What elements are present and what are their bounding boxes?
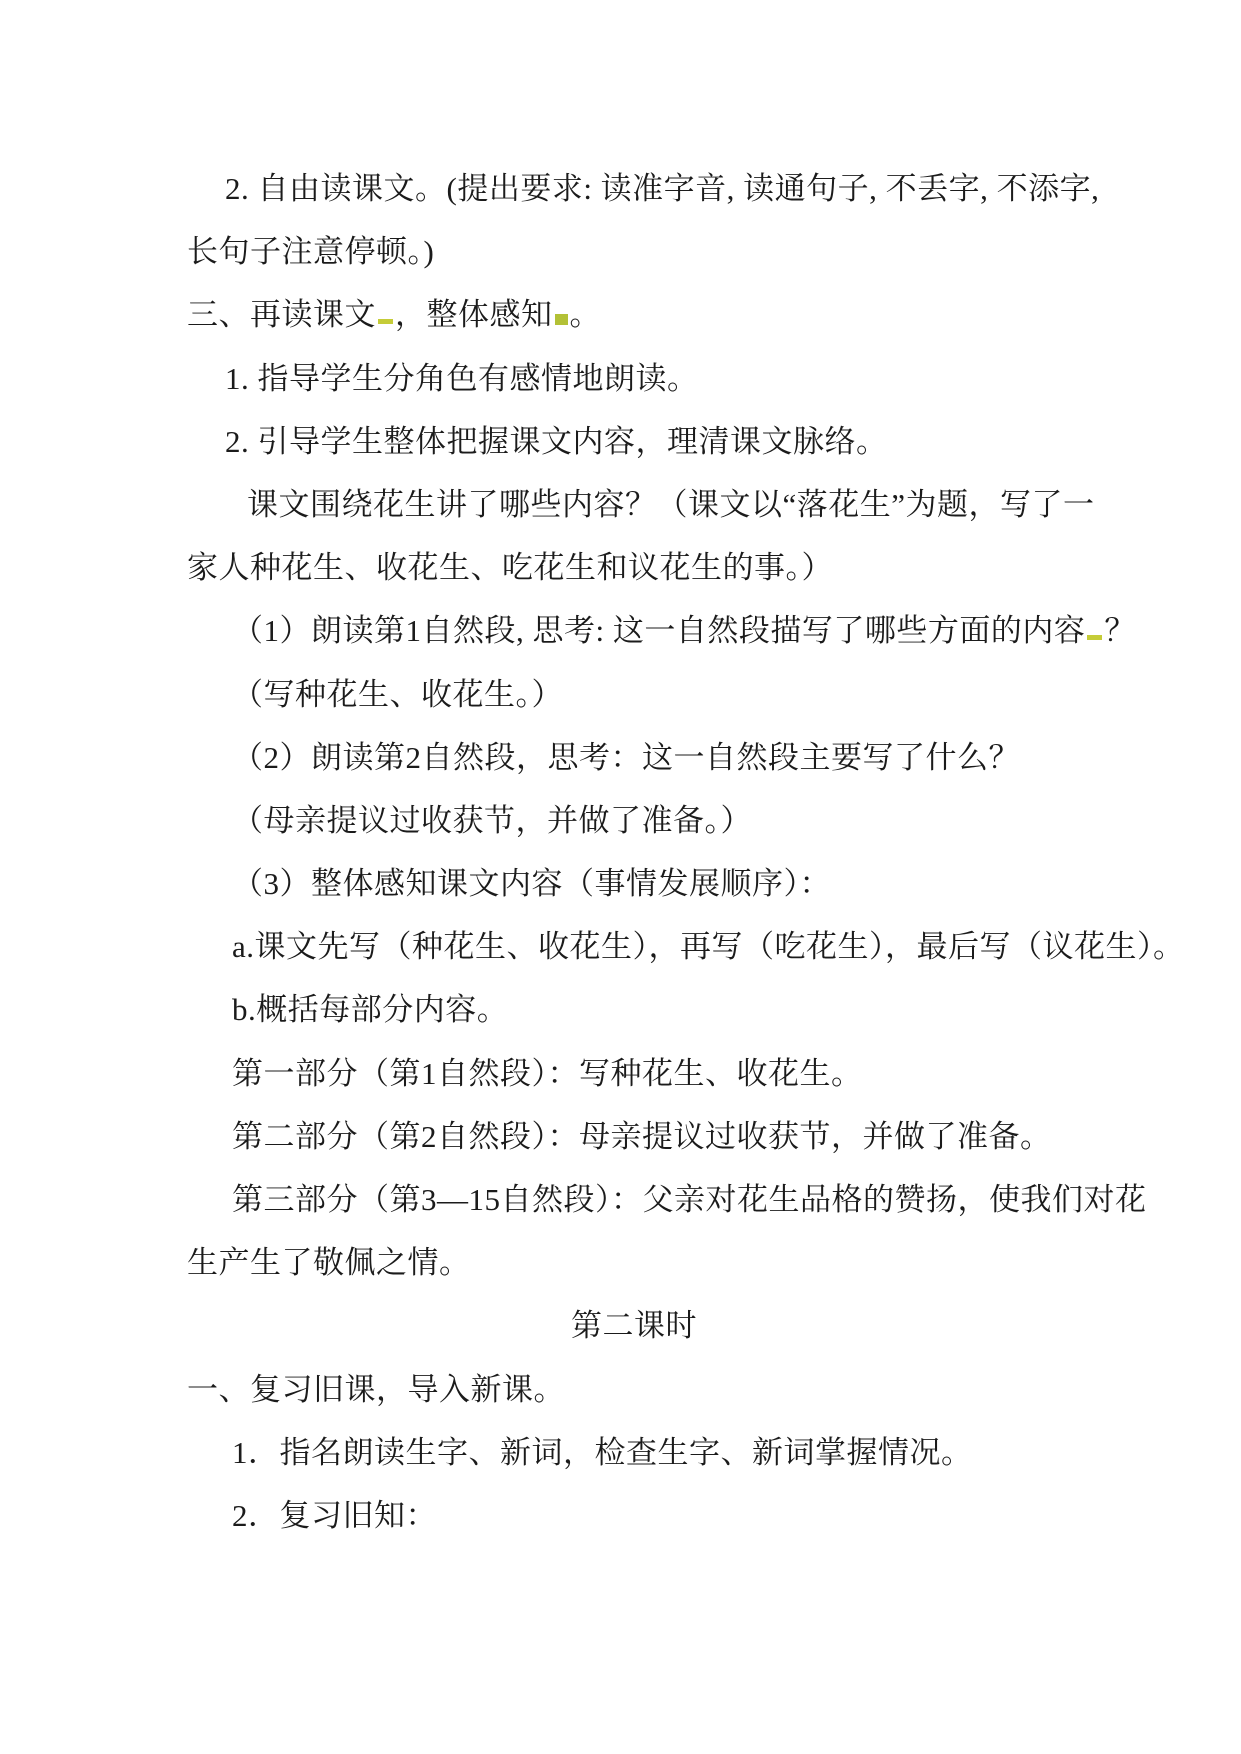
text-line bbox=[187, 536, 1081, 599]
text-line bbox=[187, 220, 1081, 283]
text-line bbox=[187, 473, 1095, 536]
text-line bbox=[187, 915, 1185, 978]
proofing-dash-mark-icon bbox=[378, 319, 393, 324]
text-line bbox=[187, 978, 1081, 1041]
text-run: 2．复习旧知： bbox=[232, 1497, 437, 1533]
text-run: ？ bbox=[1104, 613, 1136, 649]
text-run: （2）朗读第2自然段，思考：这一自然段主要写了什么？ bbox=[232, 739, 1020, 775]
text-run: 三、再读课文 bbox=[187, 297, 376, 333]
text-line bbox=[187, 1105, 1081, 1168]
text-run: b.概括每部分内容。 bbox=[232, 992, 509, 1028]
text-run: 2. 自由读课文。(提出要求: 读准字音, 读通句子, 不丢字, 不添字, bbox=[225, 171, 1100, 206]
text-run: （1）朗读第1自然段, 思考: 这一自然段描写了哪些方面的内容 bbox=[232, 613, 1086, 649]
text-run: （写种花生、收花生。） bbox=[232, 676, 563, 712]
text-run: 。 bbox=[569, 297, 601, 333]
text-line bbox=[187, 1168, 1147, 1231]
text-run: （母亲提议过收获节，并做了准备。） bbox=[232, 802, 752, 838]
text-run: a.课文先写（种花生、收花生），再写（吃花生），最后写（议花生）。 bbox=[232, 929, 1185, 965]
text-line bbox=[187, 852, 1081, 915]
text-run: 长句子注意停顿。) bbox=[187, 234, 435, 270]
text-run: 第二部分（第2自然段）：母亲提议过收获节，并做了准备。 bbox=[232, 1118, 1052, 1154]
text-run: 课文围绕花生讲了哪些内容？（课文以“落花生”为题，写了一 bbox=[247, 486, 1095, 522]
text-line bbox=[187, 1358, 1081, 1421]
section-title-line bbox=[187, 1294, 1081, 1357]
text-line bbox=[187, 157, 1100, 220]
text-line bbox=[187, 1421, 1081, 1484]
text-run: 一、复习旧课，导入新课。 bbox=[187, 1371, 565, 1407]
text-run: 生产生了敬佩之情。 bbox=[187, 1245, 471, 1281]
text-line bbox=[187, 410, 1081, 473]
text-run: 第二课时 bbox=[571, 1308, 697, 1344]
text-run: （3）整体感知课文内容（事情发展顺序）： bbox=[232, 866, 831, 902]
text-line bbox=[187, 599, 1136, 662]
text-run: 2. 引导学生整体把握课文内容，理清课文脉络。 bbox=[225, 423, 888, 459]
text-line bbox=[187, 1042, 1081, 1105]
text-run: ，整体感知 bbox=[395, 297, 553, 333]
text-line bbox=[187, 1231, 1081, 1294]
text-run: 1．指名朗读生字、新词，检查生字、新词掌握情况。 bbox=[232, 1434, 973, 1470]
text-line bbox=[187, 789, 1081, 852]
text-line bbox=[187, 726, 1081, 789]
proofing-square-mark-icon bbox=[555, 314, 568, 325]
text-run: 第一部分（第1自然段）：写种花生、收花生。 bbox=[232, 1055, 863, 1091]
text-run: 第三部分（第3—15自然段）：父亲对花生品格的赞扬，使我们对花 bbox=[232, 1182, 1147, 1217]
text-run: 1. 指导学生分角色有感情地朗读。 bbox=[225, 360, 699, 396]
text-line bbox=[187, 283, 1081, 346]
proofing-dash-mark-icon bbox=[1087, 635, 1102, 640]
text-line bbox=[187, 347, 1081, 410]
text-run: 家人种花生、收花生、吃花生和议花生的事。） bbox=[187, 550, 833, 586]
text-line bbox=[187, 1484, 1081, 1547]
text-line bbox=[187, 663, 1081, 726]
